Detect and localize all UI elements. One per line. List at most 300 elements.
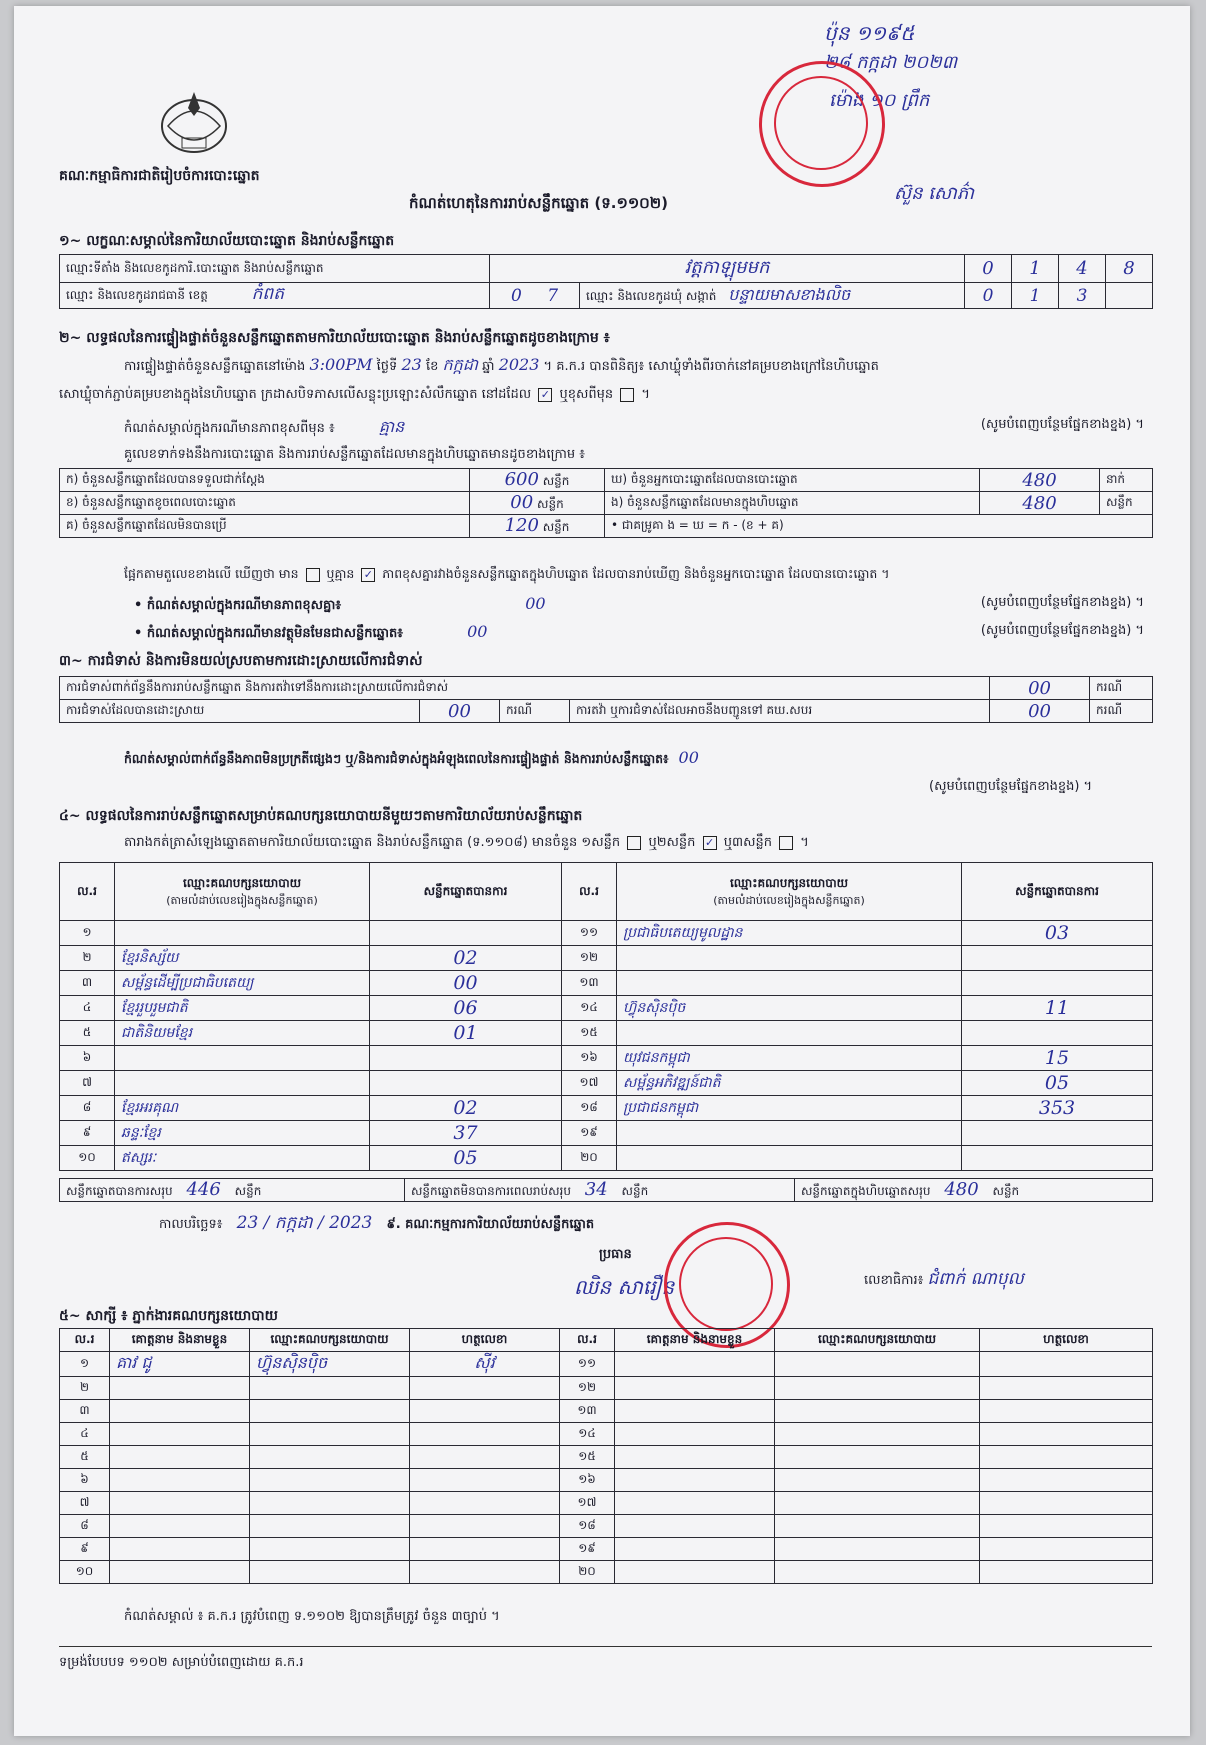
commune-code-digit: 1 — [1012, 283, 1059, 309]
table-row — [60, 1400, 1153, 1423]
witness-name — [110, 1561, 250, 1584]
witness-name: គាវ ជូ — [110, 1352, 250, 1377]
station-code-digit: 4 — [1059, 255, 1106, 283]
section4-heading: ៤~ លទ្ធផលនៃការរាប់សន្លឹកឆ្នោតសម្រាប់គណបក្សនយោបាយនីមួយៗតាមការិយាល័យរាប់សន្លឹកឆ្នោត — [59, 808, 583, 824]
commune-name-value: បន្ទាយមាសខាងលិច — [728, 284, 851, 304]
total-box-value: 480 — [944, 1179, 979, 1200]
case-unit: ករណី — [500, 700, 570, 723]
secretary-line — [864, 1268, 1024, 1293]
col-party-header: ឈ្មោះគណបក្សនយោបាយ — [729, 875, 849, 890]
count-label-spoiled: ខ) ចំនួនសន្លឹកឆ្នោតខូចពេលបោះឆ្នោត — [60, 492, 470, 515]
witness-col-signature: ហត្ថលេខា — [410, 1329, 560, 1352]
witness-no: ៧ — [60, 1492, 110, 1515]
closing-date-label: កាលបរិច្ឆេទ៖ — [159, 1217, 223, 1232]
witness-name — [110, 1469, 250, 1492]
total-valid-value: 446 — [186, 1179, 221, 1200]
witness-party — [250, 1561, 410, 1584]
party-votes: 11 — [962, 996, 1153, 1021]
witness-col-party: ឈ្មោះគណបក្សនយោបាយ — [775, 1329, 980, 1352]
party-no: ៨ — [60, 1096, 115, 1121]
col-no-header: ល.រ — [60, 863, 115, 921]
party-name — [115, 1046, 370, 1071]
party-name — [617, 971, 962, 996]
witness-signature — [980, 1352, 1153, 1377]
foreign-object-label: • កំណត់សម្គាល់ក្នុងករណីមានវត្ថុមិនមែនជាសន្លឹកឆ្នោត៖ — [134, 626, 403, 641]
witness-signature — [410, 1423, 560, 1446]
month-label: ខែ — [425, 359, 439, 374]
station-label: ឈ្មោះទីតាំង និងលេខកូដការិ.បោះឆ្នោត និងរាប់សន្លឹកឆ្នោត — [60, 255, 490, 283]
party-votes — [370, 1046, 562, 1071]
or-changed-label: ឬខុសពីមុន — [559, 387, 614, 402]
count-value-voters: 480 — [980, 469, 1100, 492]
witness-no: ១០ — [60, 1561, 110, 1584]
witness-party — [250, 1446, 410, 1469]
party-no: ១៩ — [562, 1121, 617, 1146]
table-row — [60, 1121, 1153, 1146]
witness-name — [615, 1538, 775, 1561]
count-unit: សន្លឹក — [542, 520, 570, 534]
witness-name — [110, 1377, 250, 1400]
foreign-object-note — [134, 622, 1144, 644]
witness-party — [775, 1492, 980, 1515]
received-note-3: ម៉ោង ១០ ព្រឹក — [829, 90, 930, 111]
witness-party — [775, 1400, 980, 1423]
station-info-table — [59, 254, 1153, 309]
difference-note-value: 00 — [525, 594, 546, 613]
party-votes: 03 — [962, 921, 1153, 946]
difference-note-label: • កំណត់សម្គាល់ក្នុងករណីមានភាពខុសគ្នា៖ — [134, 598, 342, 613]
table-row — [60, 1469, 1153, 1492]
table-row — [60, 971, 1153, 996]
witness-signature — [980, 1469, 1153, 1492]
witness-name — [615, 1423, 775, 1446]
witness-name — [615, 1377, 775, 1400]
seal-note-hint: (សូមបំពេញបន្ថែមផ្នែកខាងខ្នង) ។ — [980, 417, 1144, 432]
two-sheets-label: ឬ២សន្លឹក — [648, 835, 696, 850]
province-name-value: កំពត — [251, 284, 285, 304]
table-row — [60, 996, 1153, 1021]
party-no: ៥ — [60, 1021, 115, 1046]
station-code-digit: 0 — [965, 255, 1012, 283]
chair-label: ប្រធាន — [599, 1247, 632, 1262]
witness-no: ១៣ — [560, 1400, 615, 1423]
party-name: សម្ព័ន្ធអភិវឌ្ឍន៍ជាតិ — [617, 1071, 962, 1096]
witness-party — [775, 1446, 980, 1469]
party-no: ១៧ — [562, 1071, 617, 1096]
party-name — [115, 921, 370, 946]
witness-party — [250, 1469, 410, 1492]
verification-day: 23 — [401, 355, 422, 374]
count-unit: សន្លឹក — [542, 474, 570, 488]
commune-label: ឈ្មោះ និងលេខកូដឃុំ សង្កាត់ — [586, 288, 717, 303]
party-votes — [962, 946, 1153, 971]
difference-yes-checkbox[interactable] — [306, 568, 320, 582]
irregularity-hint: (សូមបំពេញបន្ថែមផ្នែកខាងខ្នង) ។ — [929, 779, 1093, 794]
received-note-2: ២៨ កក្កដា ២០២៣ — [824, 52, 958, 73]
count-label-inbox: ង) ចំនួនសន្លឹកឆ្នោតដែលមានក្នុងហិបឆ្នោត — [605, 492, 980, 515]
col-party-header: ឈ្មោះគណបក្សនយោបាយ — [182, 875, 302, 890]
foreign-object-value: 00 — [467, 622, 488, 641]
witness-signature — [980, 1423, 1153, 1446]
witness-col-party: ឈ្មោះគណបក្សនយោបាយ — [250, 1329, 410, 1352]
party-no: ៩ — [60, 1121, 115, 1146]
total-invalid-label: សន្លឹកឆ្នោតមិនបានការពេលរាប់សរុប — [411, 1184, 571, 1198]
witness-col-name: គោត្តនាម និងនាមខ្លួន — [110, 1329, 250, 1352]
resolved-label: ការជំទាស់ដែលបានដោះស្រាយ — [60, 700, 420, 723]
witness-name — [615, 1515, 775, 1538]
witness-no: ៣ — [60, 1400, 110, 1423]
count-value-inbox: 480 — [980, 492, 1100, 515]
party-votes: 05 — [370, 1146, 562, 1171]
received-note-4: ស៊ួន សោភ៌ា — [894, 183, 974, 204]
witness-party — [775, 1469, 980, 1492]
ballot-counts-table — [59, 468, 1153, 538]
party-no: ៣ — [60, 971, 115, 996]
table-row — [60, 946, 1153, 971]
party-votes — [962, 1146, 1153, 1171]
witness-party — [775, 1538, 980, 1561]
witness-party — [775, 1377, 980, 1400]
party-votes — [370, 921, 562, 946]
province-code-digit: 7 — [547, 285, 559, 306]
party-results-table — [59, 862, 1153, 1171]
witness-no: ៦ — [60, 1469, 110, 1492]
verification-month: កក្កដា — [442, 355, 479, 374]
form-footer: ទម្រង់បែបបទ ១១០២ សម្រាប់បំពេញដោយ គ.ក.រ — [59, 1655, 304, 1670]
count-value-unused: 120 — [504, 515, 539, 536]
irregularity-value: 00 — [678, 748, 699, 767]
party-no: ១៦ — [562, 1046, 617, 1071]
party-no: ១៥ — [562, 1021, 617, 1046]
witness-no: ១១ — [560, 1352, 615, 1377]
witness-party — [250, 1492, 410, 1515]
case-unit: ករណី — [1090, 700, 1153, 723]
section3-heading: ៣~ ការជំទាស់ និងការមិនយល់ស្របតាមការដោះស្រាយលើការជំទាស់ — [59, 653, 423, 669]
witness-name — [615, 1469, 775, 1492]
irregularity-label: កំណត់សម្គាល់ពាក់ព័ន្ធនឹងភាពមិនប្រក្រតីផ្សេងៗ ឬ/និងការជំទាស់ក្នុងអំឡុងពេលនៃការផ្ទៀងផ្ទាត់ និងការរាប់សន្លឹកឆ្នោត៖ — [124, 751, 669, 766]
party-name — [617, 1121, 962, 1146]
complaints-value: 00 — [990, 677, 1090, 700]
footnote: កំណត់សម្គាល់ ៖ គ.ក.រ ត្រូវបំពេញ ទ.១១០២ ឱ្យបានត្រឹមត្រូវ ចំនួន ៣ច្បាប់ ។ — [124, 1609, 500, 1624]
changed-checkbox[interactable] — [620, 388, 634, 402]
witness-party — [250, 1377, 410, 1400]
total-invalid-value: 34 — [584, 1179, 608, 1200]
party-votes: 00 — [370, 971, 562, 996]
witness-no: ១៤ — [560, 1423, 615, 1446]
witness-no: ១៨ — [560, 1515, 615, 1538]
total-unit: សន្លឹក — [234, 1184, 262, 1198]
station-code-digit: 1 — [1012, 255, 1059, 283]
party-name: ជាតិនិយមខ្មែរ — [115, 1021, 370, 1046]
witness-signature — [410, 1446, 560, 1469]
party-name: ខ្មែរនិស្ស័យ — [115, 946, 370, 971]
verification-line — [124, 354, 879, 378]
witness-signature — [980, 1515, 1153, 1538]
party-votes — [962, 971, 1153, 996]
witness-signature — [980, 1538, 1153, 1561]
three-sheets-checkbox[interactable] — [779, 836, 793, 850]
tally-sheet-text: តារាងកត់ត្រាសំឡេងឆ្នោតតាមការិយាល័យបោះឆ្នោត និងរាប់សន្លឹកឆ្នោត (ទ.១១០៨) មានចំនួន ១សន្លឹក — [124, 835, 621, 850]
table-row — [60, 1492, 1153, 1515]
party-no: ២០ — [562, 1146, 617, 1171]
count-label-received: ក) ចំនួនសន្លឹកឆ្នោតដែលបានទទួលជាក់ស្តែង — [60, 469, 470, 492]
received-note-1: ប៉ុន ១១៩៥ — [824, 21, 915, 45]
witness-party — [775, 1352, 980, 1377]
received-stamp — [759, 61, 885, 187]
party-name: ហ៊្វុនស៊ិនប៉ិច — [617, 996, 962, 1021]
witness-name — [110, 1538, 250, 1561]
party-name: ខ្មែរអរគុណ — [115, 1096, 370, 1121]
count-unit: សន្លឹក — [537, 497, 564, 511]
table-row — [60, 921, 1153, 946]
witness-no: ៥ — [60, 1446, 110, 1469]
section2-heading: ២~ លទ្ធផលនៃការផ្ទៀងផ្ទាត់ចំនួនសន្លឹកឆ្នោតតាមការិយាល័យបោះឆ្នោត និងរាប់សន្លឹកឆ្នោតដូចខាងក្រោម ៖ — [59, 330, 610, 346]
year-label: ឆ្នាំ — [482, 359, 495, 374]
party-name: ឆន្ទៈខ្មែរ — [115, 1121, 370, 1146]
party-votes — [962, 1021, 1153, 1046]
chair-signature: ឈិន សារឿន — [574, 1275, 675, 1299]
secretary-signature: ជំពាក់ ណាបុល — [927, 1269, 1024, 1289]
party-no: ៧ — [60, 1071, 115, 1096]
count-label-voters: ឃ) ចំនួនអ្នកបោះឆ្នោតដែលបានបោះឆ្នោត — [605, 469, 980, 492]
party-name: ប្រជាជនកម្ពុជា — [617, 1096, 962, 1121]
seal-line: សោឃ្លុំចាក់ភ្ជាប់គម្របខាងក្នុងនៃហិបឆ្នោត ក្រដាសបិទភាសលើសន្លុះប្រឡោះសំលឹកឆ្នោត នៅដដែល ✓ ឬខុសពីមុន ។ — [59, 387, 650, 402]
table-row — [60, 1377, 1153, 1400]
party-no: ៦ — [60, 1046, 115, 1071]
station-name-value: វត្តកាឡុមមក — [684, 257, 770, 278]
witness-no: ១ — [60, 1352, 110, 1377]
witness-name — [615, 1492, 775, 1515]
party-name — [115, 1071, 370, 1096]
party-votes: 15 — [962, 1046, 1153, 1071]
witness-name — [615, 1446, 775, 1469]
escalated-label: ការតវ៉ា ឬការជំទាស់ដែលអាចនឹងបញ្ជូនទៅ គឃ.សបរ — [570, 700, 990, 723]
difference-text-c: ភាពខុសគ្នារវាងចំនួនសន្លឹកឆ្នោតក្នុងហិបឆ្នោត ដែលបានរាប់ឃើញ និងចំនួនអ្នកបោះឆ្នោត ដែលបានបោះឆ្នោត ។ — [382, 566, 890, 581]
col-no-header: ល.រ — [562, 863, 617, 921]
witness-name — [615, 1400, 775, 1423]
witness-party — [250, 1538, 410, 1561]
party-votes: 01 — [370, 1021, 562, 1046]
witness-name — [110, 1446, 250, 1469]
witness-table — [59, 1328, 1153, 1584]
verification-year: 2023 — [498, 355, 540, 374]
witness-signature: ស៊ីវ — [410, 1352, 560, 1377]
table-row — [60, 1071, 1153, 1096]
table-row — [60, 1561, 1153, 1584]
section1-heading: ១~ លក្ខណៈសម្គាល់នៃការិយាល័យបោះឆ្នោត និងរាប់សន្លឹកឆ្នោត — [59, 233, 395, 249]
party-name: សម្ព័ន្ធដើម្បីប្រជាធិបតេយ្យ — [115, 971, 370, 996]
count-label-unused: គ) ចំនួនសន្លឹកឆ្នោតដែលមិនបានប្រើ — [60, 515, 470, 538]
irregularity-note — [124, 748, 699, 770]
party-votes — [962, 1121, 1153, 1146]
party-name: ខ្មែររួបរួមជាតិ — [115, 996, 370, 1021]
secretary-label: លេខាធិការ៖ — [864, 1273, 924, 1288]
verification-text: ។ គ.ក.រ បានពិនិត្យ៖ សោឃ្លុំទាំងពីរចាក់នៅគម្របខាងក្រៅនៃហិបឆ្នោត — [543, 359, 879, 374]
witness-party — [250, 1423, 410, 1446]
seal-note-label: កំណត់សម្គាល់ក្នុងករណីមានភាពខុសពីមុន ៖ — [124, 421, 335, 436]
count-formula: • ជាគម្រូគា ង = ឃ = ក - (ខ + គ) — [605, 515, 1153, 538]
witness-no: ១៦ — [560, 1469, 615, 1492]
complaints-label: ការជំទាស់ពាក់ព័ន្ធនឹងការរាប់សន្លឹកឆ្នោត និងការតវ៉ាទៅនឹងការដោះស្រាយលើការជំទាស់ — [60, 677, 990, 700]
witness-no: ៤ — [60, 1423, 110, 1446]
party-votes: 37 — [370, 1121, 562, 1146]
party-name — [617, 946, 962, 971]
witness-no: ១៥ — [560, 1446, 615, 1469]
closing-committee: ៩. គណៈកម្មការការិយាល័យរាប់សន្លឹកឆ្នោត — [386, 1217, 595, 1232]
table-row — [60, 1146, 1153, 1171]
col-party-subheader: (តាមលំដាប់លេខរៀងក្នុងសន្លឹកឆ្នោត) — [166, 893, 318, 907]
two-sheets-checkbox[interactable]: ✓ — [703, 836, 717, 850]
party-votes: 353 — [962, 1096, 1153, 1121]
witness-name — [110, 1515, 250, 1538]
party-no: ១៣ — [562, 971, 617, 996]
complaints-table — [59, 676, 1153, 723]
case-unit: ករណី — [1090, 677, 1153, 700]
witness-signature — [980, 1446, 1153, 1469]
province-code-digit: 0 — [510, 285, 522, 306]
count-value-spoiled: 00 — [510, 492, 534, 513]
table-row — [60, 1515, 1153, 1538]
witness-no: ១៩ — [560, 1538, 615, 1561]
witness-signature — [410, 1400, 560, 1423]
count-unit: នាក់ — [1100, 469, 1153, 492]
witness-no: ២ — [60, 1377, 110, 1400]
total-unit: សន្លឹក — [992, 1184, 1020, 1198]
witness-no: ២០ — [560, 1561, 615, 1584]
witness-col-no: ល.រ — [560, 1329, 615, 1352]
party-no: ១២ — [562, 946, 617, 971]
difference-note — [134, 594, 1144, 616]
witness-name — [110, 1423, 250, 1446]
party-no: ១ — [60, 921, 115, 946]
difference-text-a: ផ្អែកតាមតួលេខខាងលើ ឃើញថា មាន — [124, 566, 299, 581]
tally-sheet-line: តារាងកត់ត្រាសំឡេងឆ្នោតតាមការិយាល័យបោះឆ្នោត និងរាប់សន្លឹកឆ្នោត (ទ.១១០៨) មានចំនួន ១សន្លឹក ឬ២សន្លឹក ✓ ឬ៣សន្លឹក ។ — [124, 835, 809, 850]
closing-line — [159, 1212, 594, 1237]
difference-note-hint: (សូមបំពេញបន្ថែមផ្នែកខាងខ្នង) ។ — [980, 595, 1144, 610]
table-row — [60, 1446, 1153, 1469]
station-code-digit: 8 — [1106, 255, 1153, 283]
table-row — [60, 1423, 1153, 1446]
province-label: ឈ្មោះ និងលេខកូដរាជធានី ខេត្ត — [66, 288, 208, 302]
witness-no: ១២ — [560, 1377, 615, 1400]
party-votes: 06 — [370, 996, 562, 1021]
witness-signature — [410, 1492, 560, 1515]
party-no: ១៤ — [562, 996, 617, 1021]
witness-signature — [980, 1400, 1153, 1423]
witness-signature — [980, 1377, 1153, 1400]
witness-signature — [410, 1469, 560, 1492]
witness-name — [615, 1352, 775, 1377]
totals-table — [59, 1178, 1153, 1202]
seal-text: សោឃ្លុំចាក់ភ្ជាប់គម្របខាងក្នុងនៃហិបឆ្នោត ក្រដាសបិទភាសលើសន្លុះប្រឡោះសំលឹកឆ្នោត នៅដដែល — [59, 387, 532, 402]
party-votes — [370, 1071, 562, 1096]
difference-no-checkbox[interactable]: ✓ — [361, 568, 375, 582]
commune-code-digit: 0 — [965, 283, 1012, 309]
resolved-value: 00 — [420, 700, 500, 723]
three-sheets-label: ឬ៣សន្លឹក — [723, 835, 772, 850]
nec-emblem-icon — [154, 86, 234, 158]
col-votes-header: សន្លឹកឆ្នោតបានការ — [962, 863, 1153, 921]
table-row — [60, 1096, 1153, 1121]
verification-time-label: ការផ្ទៀងផ្ទាត់ចំនួនសន្លឹកឆ្នោតនៅម៉ោង — [124, 359, 306, 374]
table-row — [60, 1046, 1153, 1071]
party-name: ប្រជាធិបតេយ្យមូលដ្ឋាន — [617, 921, 962, 946]
table-row — [60, 1538, 1153, 1561]
party-votes: 05 — [962, 1071, 1153, 1096]
party-no: ១១ — [562, 921, 617, 946]
party-name: យុវជនកម្ពុជា — [617, 1046, 962, 1071]
col-votes-header: សន្លឹកឆ្នោតបានការ — [370, 863, 562, 921]
party-votes: 02 — [370, 946, 562, 971]
escalated-value: 00 — [990, 700, 1090, 723]
section5-heading: ៥~ សាក្សី ៖ ភ្នាក់ងារគណបក្សនយោបាយ — [59, 1308, 278, 1324]
same-checkbox[interactable]: ✓ — [538, 388, 552, 402]
witness-signature — [410, 1377, 560, 1400]
closing-date-value: 23 / កក្កដា / 2023 — [236, 1213, 373, 1233]
witness-signature — [980, 1561, 1153, 1584]
witness-no: ៨ — [60, 1515, 110, 1538]
witness-signature — [410, 1538, 560, 1561]
party-name — [617, 1021, 962, 1046]
table-row — [60, 1021, 1153, 1046]
foreign-object-hint: (សូមបំពេញបន្ថែមផ្នែកខាងខ្នង) ។ — [980, 623, 1144, 638]
form-title: កំណត់ហេតុនៃការរាប់សន្លឹកឆ្នោត (ទ.១១០២) — [409, 194, 669, 212]
witness-party — [775, 1515, 980, 1538]
one-sheet-checkbox[interactable] — [627, 836, 641, 850]
witness-col-signature: ហត្ថលេខា — [980, 1329, 1153, 1352]
party-name — [617, 1146, 962, 1171]
witness-party — [250, 1400, 410, 1423]
witness-name — [110, 1400, 250, 1423]
party-name: ឥស្សរៈ — [115, 1146, 370, 1171]
total-unit: សន្លឹក — [621, 1184, 649, 1198]
party-no: ២ — [60, 946, 115, 971]
witness-signature — [410, 1515, 560, 1538]
count-value-received: 600 — [504, 469, 539, 490]
col-party-subheader: (តាមលំដាប់លេខរៀងក្នុងសន្លឹកឆ្នោត) — [713, 893, 865, 907]
witness-signature — [410, 1561, 560, 1584]
witness-name — [615, 1561, 775, 1584]
witness-party — [775, 1423, 980, 1446]
committee-name: គណៈកម្មាធិការជាតិរៀបចំការបោះឆ្នោត — [59, 168, 260, 184]
witness-signature — [980, 1492, 1153, 1515]
counts-intro: គួលេខទាក់ទងនឹងការបោះឆ្នោត និងការរាប់សន្លឹកឆ្នោតដែលមានក្នុងហិបឆ្នោតមានដូចខាងក្រោម ៖ — [124, 447, 585, 462]
verification-time: 3:00PM — [309, 355, 373, 374]
count-unit: សន្លឹក — [1100, 492, 1153, 515]
witness-no: ៩ — [60, 1538, 110, 1561]
total-valid-label: សន្លឹកឆ្នោតបានការសរុប — [66, 1184, 173, 1198]
table-row — [60, 1352, 1153, 1377]
witness-party: ហ៊្វុនស៊ិនប៉ិច — [250, 1352, 410, 1377]
difference-line — [124, 566, 890, 585]
seal-note-line — [124, 416, 1144, 440]
witness-name — [110, 1492, 250, 1515]
witness-col-name: គោត្តនាម និងនាមខ្លួន — [615, 1329, 775, 1352]
party-no: ៤ — [60, 996, 115, 1021]
total-box-label: សន្លឹកឆ្នោតក្នុងហិបឆ្នោតសរុប — [801, 1184, 931, 1198]
witness-col-no: ល.រ — [60, 1329, 110, 1352]
party-no: ១០ — [60, 1146, 115, 1171]
party-no: ១៨ — [562, 1096, 617, 1121]
difference-text-b: ឬគ្មាន — [326, 566, 355, 581]
witness-party — [775, 1561, 980, 1584]
witness-party — [250, 1515, 410, 1538]
witness-no: ១៧ — [560, 1492, 615, 1515]
party-votes: 02 — [370, 1096, 562, 1121]
seal-note-value: គ្មាន — [378, 417, 405, 436]
commune-code-digit: 3 — [1059, 283, 1106, 309]
form-sheet — [14, 6, 1190, 1736]
